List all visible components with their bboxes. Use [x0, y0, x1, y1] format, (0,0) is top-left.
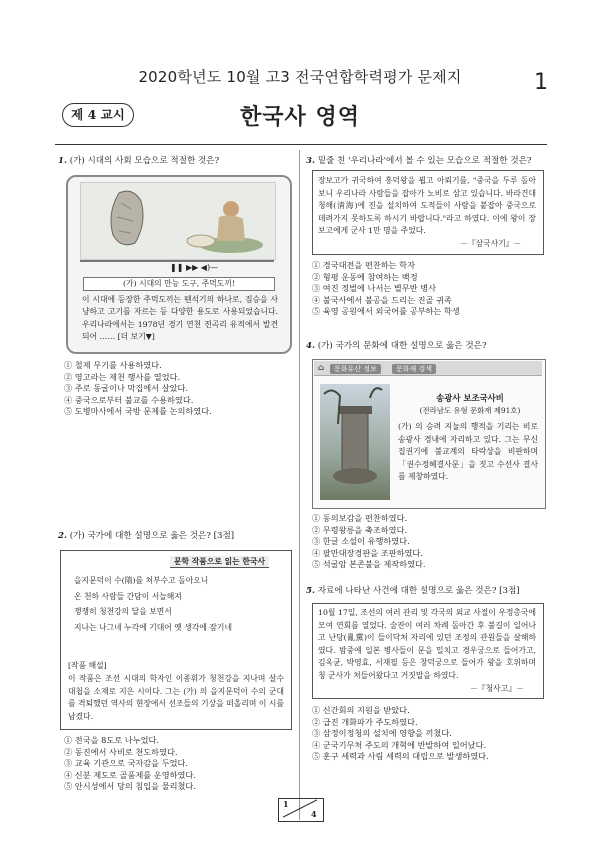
q3-option-1[interactable]: ① 경국대전을 편찬하는 학자 [312, 260, 415, 270]
q4-option-2[interactable]: ② 무령왕릉을 축조하였다. [312, 524, 408, 535]
column-separator [299, 150, 300, 820]
q4-prompt-text: (가) 국가의 문화에 대한 설명으로 옳은 것은? [317, 341, 487, 351]
q4-option-5[interactable]: ⑤ 석굴암 본존불을 제작하였다. [312, 559, 426, 570]
q1-option-5[interactable]: ⑤ 도병마사에서 국방 문제를 논의하였다. [64, 406, 212, 417]
q2-prompt [58, 530, 294, 543]
q5-prompt [306, 585, 546, 598]
q3-prompt [306, 155, 546, 168]
hand-axe-icon [111, 191, 143, 245]
q2-option-2[interactable]: ② 동진에서 사비로 천도하였다. [64, 746, 178, 757]
q2-poem-line: 지나는 나그네 누각에 기대어 옛 생각에 잠기네 [74, 622, 232, 632]
q2-box-title: 문학 작품으로 읽는 한국사 [170, 556, 269, 568]
q2-option-5[interactable]: ⑤ 안시성에서 당의 침입을 물리쳤다. [64, 781, 196, 792]
q2-note: 이 작품은 조선 시대의 학자인 이종휘가 청천강을 지나며 살수 대첩을 소재로 지은 시이다. 그는 (가) 의 을지문덕이 수의 군대를 격퇴했던 역사의 현장에서 선조들의 기상을 떠올리며 이 시를 남겼다. [68, 674, 284, 721]
q1-caption: (가) 시대의 만능 도구, 주먹도끼! [83, 277, 275, 291]
q5-option-5[interactable]: ⑤ 훈구 세력과 사림 세력의 대립으로 발생하였다. [312, 751, 489, 762]
q5-options [312, 705, 542, 763]
q4-prompt [306, 340, 546, 353]
home-icon[interactable]: ⌂ [318, 363, 325, 372]
q1-options [64, 360, 294, 418]
tab-heritage-search[interactable]: 문화재 검색 [392, 364, 436, 374]
q3-source: －『삼국사기』－ [460, 239, 522, 248]
q3-option-4[interactable]: ④ 불국사에서 불공을 드리는 진골 귀족 [312, 294, 452, 305]
q2-poem-line: 쟁쟁히 청천강의 달을 보면서 [74, 607, 172, 617]
q5-number: 5. [306, 586, 315, 596]
q5-option-1[interactable]: ① 신간회의 지원을 받았다. [312, 705, 410, 715]
q5-option-2[interactable]: ② 급진 개화파가 주도하였다. [312, 716, 418, 727]
meat-icon [187, 235, 215, 247]
q4-item-title: 송광사 보조국사비 [436, 393, 504, 403]
q2-option-1[interactable]: ① 전국을 8도로 나누었다. [64, 735, 159, 745]
period-badge: 제 4 교시 [62, 103, 134, 127]
q1-option-1[interactable]: ① 철제 무기를 사용하였다. [64, 360, 162, 370]
q1-prehistoric-illustration [80, 182, 276, 260]
q1-body: 이 시대에 등장한 주먹도끼는 뗀석기의 하나로, 짐승을 사냥하고 고기를 자르는 등 다양한 용도로 사용되었습니다. 우리나라에서는 1978년 경기 연천 전곡리 유적에서 발견되어 …… [더 보기▼] [82, 295, 278, 342]
page-number: 1 [534, 70, 548, 95]
q5-source: －『청사고』－ [470, 684, 524, 693]
caveman-head [223, 201, 239, 217]
q3-options [312, 260, 542, 318]
video-progress-track[interactable] [80, 260, 274, 262]
q1-number: 1. [58, 156, 67, 166]
q4-option-4[interactable]: ④ 팔만대장경판을 조판하였다. [312, 547, 423, 558]
q2-options [64, 735, 294, 793]
q3-body: 장보고가 귀국하여 흥덕왕을 뵙고 아뢰기를, "중국을 두루 돌아보니 우리나라 사람들을 잡아가 노비로 삼고 있습니다. 바라건대 청해(淸海)에 진을 설치하여 도적들이 사람을 붙잡아 중국으로 데려가지 못하도록 하시기 바랍니다."라고 하였다. 이에 왕이 장보고에게 군사 1만 명을 주었다. [318, 176, 536, 236]
q2-poem-line: 을지문덕이 수(隋)를 쳐부수고 돌아오니 [74, 576, 209, 585]
q2-poem-line: 온 천하 사람들 간담이 서늘해져 [74, 591, 182, 601]
q1-option-3[interactable]: ③ 주로 동굴이나 막집에서 살았다. [64, 383, 189, 394]
q5-body: 10월 17일, 조선의 여러 관리 및 각국의 외교 사절이 우정총국에 모여 연회를 열었다. 술잔이 여러 차례 돌아간 후 불길이 일어나고 난당(亂黨)이 들이닥쳐 자리에 있던 조정의 관원들을 살해하였다. 밤중에 일본 병사들이 문을 밀치고 경우궁으로 들어가고, 김옥균, 박영효, 서재필 등은 창덕궁으로 들어가 왕을 호위하며 청 군사가 처들어왔다고 거짓말을 하였다. [318, 608, 536, 680]
q4-options [312, 513, 542, 571]
q2-prompt-text: (가) 국가에 대한 설명으로 옳은 것은? [3점] [69, 531, 235, 541]
q4-body: (가) 의 승려 지눌의 행적을 기리는 비로 송광사 경내에 자리하고 있다. 그는 무신 집권기에 불교계의 타락상을 비판하며 「권수정혜결사문」을 짓고 수선사 결사를 제창하였다. [398, 422, 538, 482]
q2-note-title: [작품 해설] [68, 661, 107, 670]
q3-option-3[interactable]: ③ 여진 정벌에 나서는 별무반 병사 [312, 283, 437, 294]
q5-option-4[interactable]: ④ 군국기무처 주도의 개혁에 반발하여 일어났다. [312, 739, 487, 750]
q5-option-3[interactable]: ③ 삼정이정청의 설치에 영향을 끼쳤다. [312, 728, 452, 739]
q5-prompt-text: 자료에 나타난 사건에 대한 설명으로 옳은 것은? [3점] [317, 586, 520, 596]
exam-title: 2020학년도 10월 고3 전국연합학력평가 문제지 [138, 68, 462, 86]
q3-number: 3. [306, 156, 315, 166]
q2-poem [74, 575, 284, 634]
q3-option-5[interactable]: ⑤ 육영 공원에서 외국어를 공부하는 학생 [312, 306, 460, 317]
header-rule [55, 144, 547, 145]
q1-prompt [58, 155, 294, 168]
q3-prompt-text: 밑줄 친 '우리나라'에서 볼 수 있는 모습으로 적절한 것은? [317, 156, 532, 166]
subject-title: 한국사 영역 [240, 105, 360, 130]
q2-number: 2. [58, 531, 67, 541]
q1-option-4[interactable]: ④ 중국으로부터 불교를 수용하였다. [64, 394, 194, 405]
q2-option-4[interactable]: ④ 신분 제도로 골품제를 운영하였다. [64, 769, 196, 780]
page-current: 1 [283, 799, 289, 809]
caveman-body [217, 215, 245, 241]
q4-stele-photo [320, 384, 390, 500]
tab-heritage-info[interactable]: 문화유산 정보 [330, 364, 381, 374]
q3-option-2[interactable]: ② 형평 운동에 참여하는 백정 [312, 271, 418, 282]
q1-option-2[interactable]: ② 영고라는 제천 행사를 열었다. [64, 371, 181, 382]
q2-option-3[interactable]: ③ 교육 기관으로 국자감을 두었다. [64, 758, 189, 769]
page-total: 4 [311, 809, 317, 819]
q1-prompt-text: (가) 시대의 사회 모습으로 적절한 것은? [69, 156, 220, 166]
q4-option-3[interactable]: ③ 한글 소설이 유행하였다. [312, 536, 410, 547]
video-controls[interactable]: ❚❚ ▶▶ ◀)— [170, 263, 219, 272]
q4-number: 4. [306, 341, 315, 351]
q4-item-subtitle: (전라남도 유형 문화재 제91호) [419, 406, 521, 415]
q4-option-1[interactable]: ① 동의보감을 편찬하였다. [312, 513, 408, 523]
